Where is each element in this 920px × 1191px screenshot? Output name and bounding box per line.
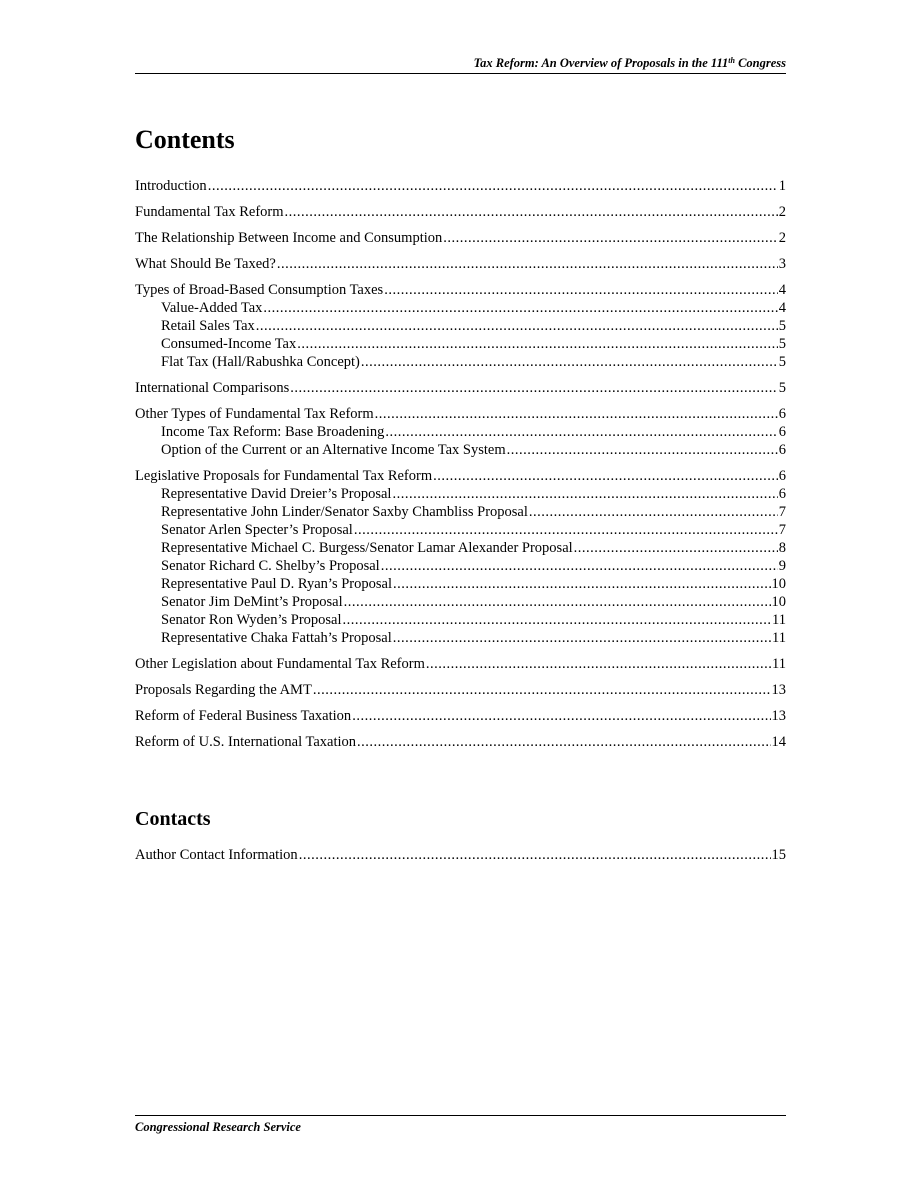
toc-entry-label: The Relationship Between Income and Consumption [135, 230, 443, 246]
toc-leader-dots [385, 423, 777, 441]
toc-leader-dots [381, 557, 778, 575]
toc-entry[interactable] [135, 521, 786, 539]
toc-leader-dots [343, 611, 772, 629]
toc-leader-dots [208, 177, 778, 195]
toc-entry[interactable] [135, 611, 786, 629]
running-header [135, 56, 786, 71]
toc-entry-label: What Should Be Taxed? [135, 256, 276, 272]
toc-entry[interactable] [135, 485, 786, 503]
toc-leader-dots [263, 299, 777, 317]
toc-entry[interactable] [135, 405, 786, 423]
toc-entry[interactable] [135, 177, 786, 195]
toc-leader-dots [344, 593, 771, 611]
toc-entry-page: 7 [778, 504, 786, 520]
toc-entry[interactable] [135, 441, 786, 459]
toc-entry-page: 3 [778, 256, 786, 272]
toc-leader-dots [393, 575, 771, 593]
toc-entry-label: Representative John Linder/Senator Saxby Chambliss Proposal [161, 504, 528, 520]
toc-leader-dots [393, 629, 771, 647]
toc-entry-label: Other Types of Fundamental Tax Reform [135, 406, 374, 422]
toc-entry-label: Value-Added Tax [161, 300, 263, 316]
toc-leader-dots [352, 707, 770, 725]
toc-entry[interactable] [135, 707, 786, 725]
header-rule [135, 73, 786, 74]
toc-entry-page: 6 [778, 406, 786, 422]
contents-heading: Contents [135, 125, 235, 154]
toc-entry[interactable] [135, 681, 786, 699]
toc-entry-page: 10 [771, 576, 786, 592]
toc-entry[interactable] [135, 539, 786, 557]
toc-entry-label: Author Contact Information [135, 847, 298, 863]
toc-entry-page: 13 [771, 682, 786, 698]
header-title-superscript: th [728, 56, 735, 65]
footer-rule [135, 1115, 786, 1116]
toc-entry-page: 9 [778, 558, 786, 574]
toc-entry-page: 8 [778, 540, 786, 556]
toc-leader-dots [357, 733, 771, 751]
toc-entry[interactable] [135, 255, 786, 273]
toc-entry[interactable] [135, 317, 786, 335]
toc-leader-dots [297, 335, 778, 353]
toc-entry-page: 2 [778, 204, 786, 220]
toc-entry[interactable] [135, 379, 786, 397]
toc-entry-page: 5 [778, 318, 786, 334]
toc-entry-page: 4 [778, 282, 786, 298]
toc-entry[interactable] [135, 655, 786, 673]
toc-entry-label: Representative Paul D. Ryan’s Proposal [161, 576, 392, 592]
toc-entry[interactable] [135, 229, 786, 247]
toc-entry-label: Reform of Federal Business Taxation [135, 708, 352, 724]
toc-leader-dots [290, 379, 778, 397]
toc-leader-dots [361, 353, 778, 371]
toc-entry-page: 6 [778, 468, 786, 484]
toc-entry-label: Income Tax Reform: Base Broadening [161, 424, 385, 440]
toc-entry[interactable] [135, 733, 786, 751]
toc-entry-page: 4 [778, 300, 786, 316]
toc-leader-dots [426, 655, 771, 673]
toc-leader-dots [375, 405, 778, 423]
toc-entry-label: International Comparisons [135, 380, 290, 396]
toc-entry-label: Senator Richard C. Shelby’s Proposal [161, 558, 380, 574]
toc-entry-label: Reform of U.S. International Taxation [135, 734, 356, 750]
toc-entry-label: Legislative Proposals for Fundamental Tax Reform [135, 468, 433, 484]
toc-leader-dots [299, 846, 771, 864]
toc-entry-label: Representative Chaka Fattah’s Proposal [161, 630, 392, 646]
toc-entry[interactable] [135, 203, 786, 221]
toc-entry[interactable] [135, 335, 786, 353]
toc-entry-page: 6 [778, 486, 786, 502]
toc-entry-label: Senator Ron Wyden’s Proposal [161, 612, 342, 628]
toc-entry[interactable] [135, 299, 786, 317]
toc-leader-dots [256, 317, 778, 335]
toc-entry-page: 6 [778, 442, 786, 458]
toc-entry-page: 14 [771, 734, 786, 750]
toc-entry-page: 5 [778, 380, 786, 396]
toc-entry-label: Types of Broad-Based Consumption Taxes [135, 282, 384, 298]
contacts-heading: Contacts [135, 808, 211, 830]
toc-entry[interactable] [135, 593, 786, 611]
toc-entry-label: Senator Arlen Specter’s Proposal [161, 522, 353, 538]
toc-entry-page: 5 [778, 354, 786, 370]
toc-entry[interactable] [135, 503, 786, 521]
toc-entry[interactable] [135, 467, 786, 485]
toc-entry-label: Proposals Regarding the AMT [135, 682, 312, 698]
toc-entry-label: Senator Jim DeMint’s Proposal [161, 594, 343, 610]
toc-entry-page: 7 [778, 522, 786, 538]
toc-entry-page: 1 [778, 178, 786, 194]
toc-entry-label: Representative Michael C. Burgess/Senator Lamar Alexander Proposal [161, 540, 573, 556]
toc-leader-dots [285, 203, 778, 221]
header-title: Tax Reform: An Overview of Proposals in the 111 [473, 56, 729, 70]
toc-entry-label: Fundamental Tax Reform [135, 204, 284, 220]
toc-leader-dots [443, 229, 777, 247]
toc-entry-label: Option of the Current or an Alternative Income Tax System [161, 442, 506, 458]
toc-entry[interactable] [135, 281, 786, 299]
running-footer: Congressional Research Service [135, 1120, 301, 1134]
toc-entry-page: 2 [778, 230, 786, 246]
toc-leader-dots [529, 503, 778, 521]
toc-entry[interactable] [135, 353, 786, 371]
toc-leader-dots [507, 441, 778, 459]
toc-leader-dots [392, 485, 777, 503]
toc-leader-dots [574, 539, 778, 557]
toc-entry-label: Other Legislation about Fundamental Tax Reform [135, 656, 425, 672]
toc-entry[interactable] [135, 629, 786, 647]
toc-entry-label: Flat Tax (Hall/Rabushka Concept) [161, 354, 360, 370]
toc-leader-dots [354, 521, 778, 539]
toc-entry-label: Retail Sales Tax [161, 318, 255, 334]
toc-entry-page: 13 [771, 708, 786, 724]
toc-leader-dots [384, 281, 778, 299]
toc-leader-dots [433, 467, 778, 485]
toc-entry[interactable] [135, 575, 786, 593]
toc-entry-page: 11 [772, 612, 786, 628]
toc-entry-page: 15 [771, 847, 786, 863]
toc-entry[interactable] [135, 846, 786, 864]
toc-entry-page: 5 [778, 336, 786, 352]
toc-leader-dots [277, 255, 778, 273]
toc-leader-dots [313, 681, 771, 699]
toc-entry-label: Representative David Dreier’s Proposal [161, 486, 392, 502]
toc-entry[interactable] [135, 557, 786, 575]
toc-entry-page: 11 [772, 630, 786, 646]
table-of-contents [135, 177, 786, 751]
toc-entry-label: Introduction [135, 178, 207, 194]
toc-entry[interactable] [135, 423, 786, 441]
contacts-list [135, 846, 786, 864]
header-title-suffix: Congress [734, 56, 786, 70]
toc-entry-page: 6 [778, 424, 786, 440]
toc-entry-page: 11 [772, 656, 786, 672]
toc-entry-page: 10 [771, 594, 786, 610]
toc-entry-label: Consumed-Income Tax [161, 336, 297, 352]
